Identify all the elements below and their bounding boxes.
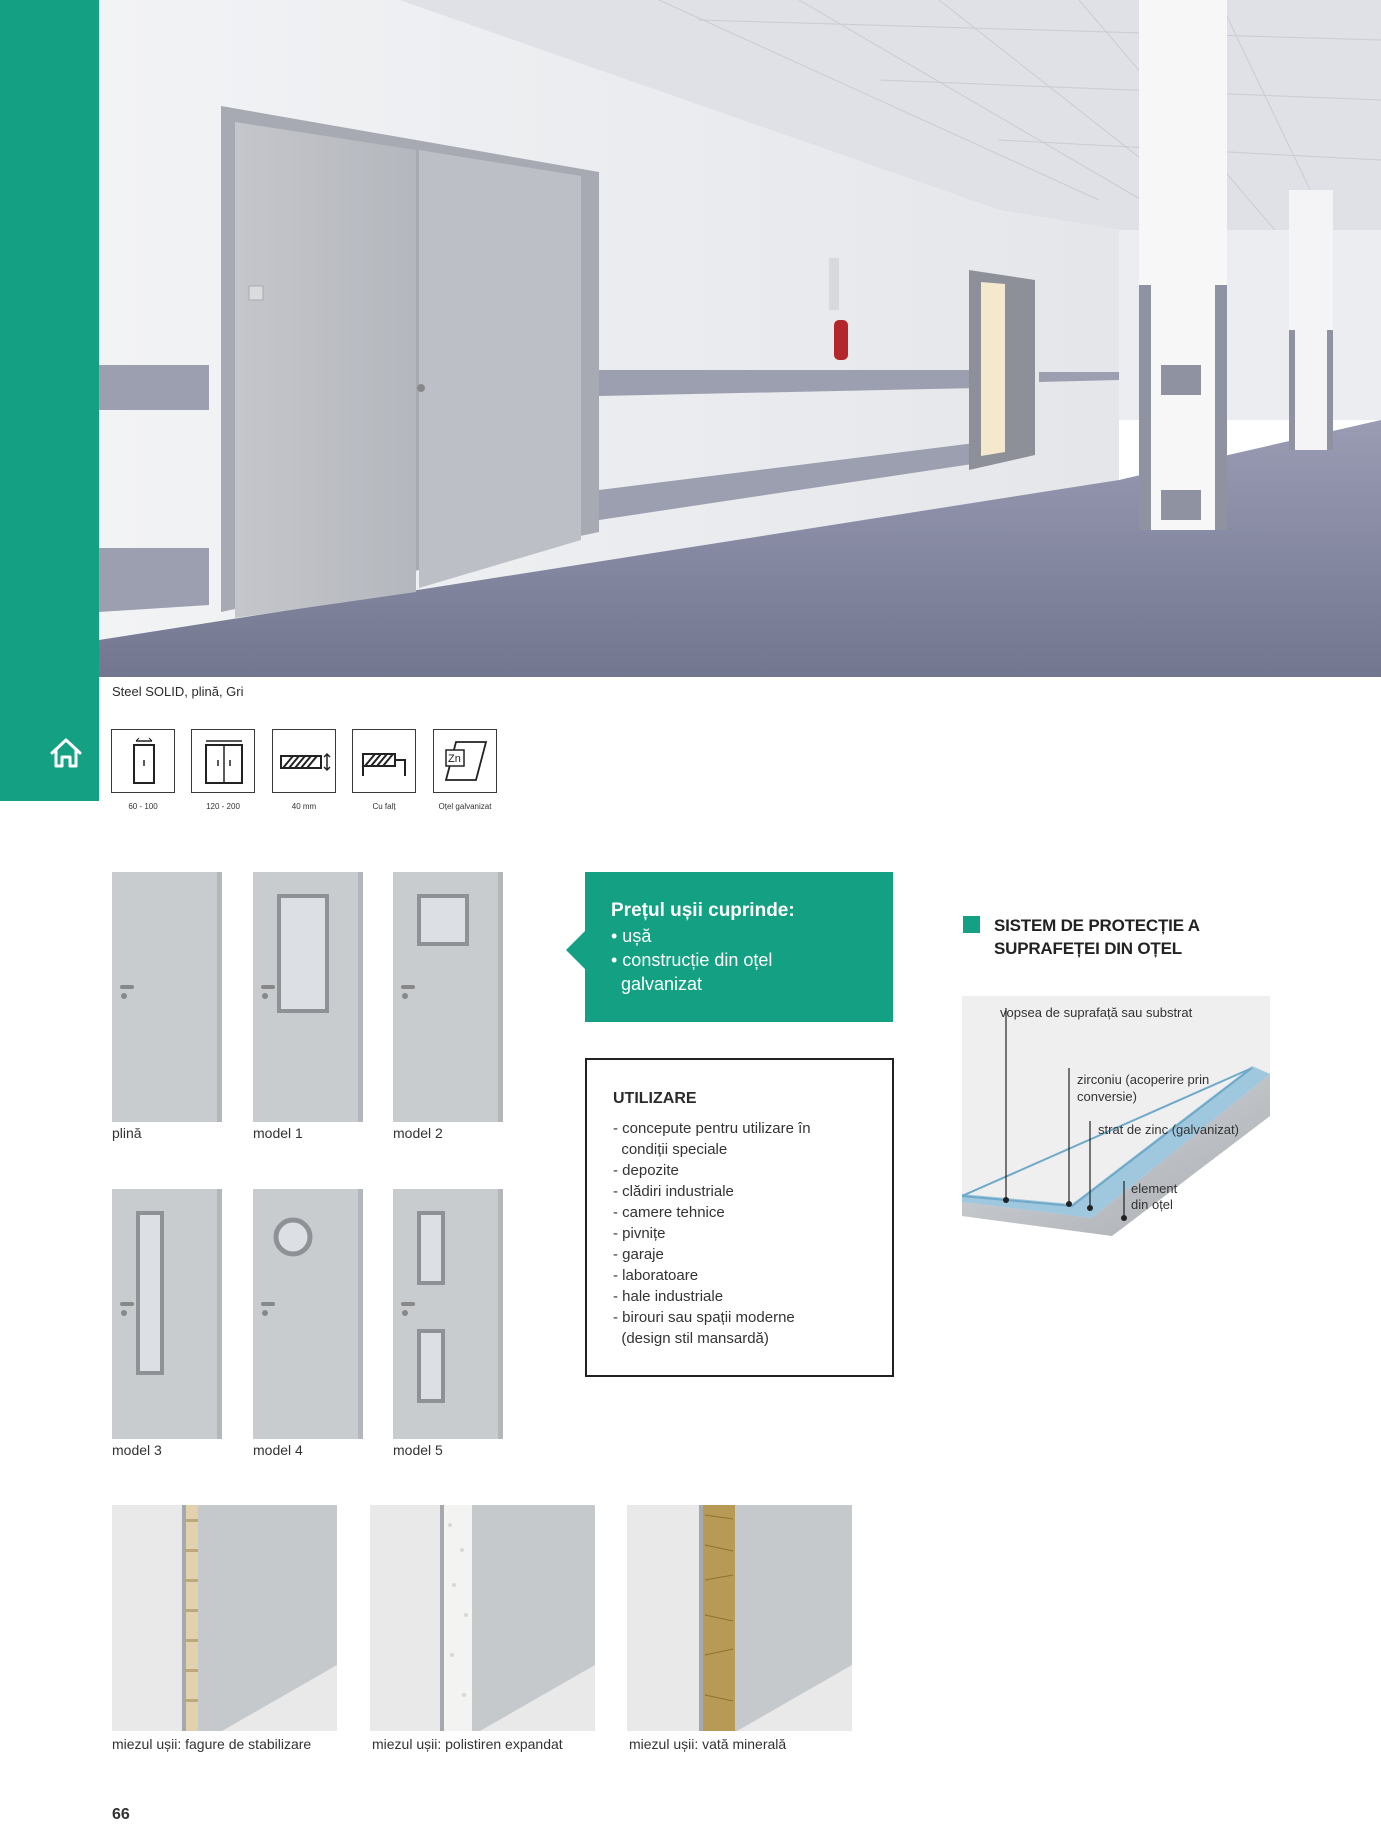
usage-item: - depozite — [613, 1162, 679, 1179]
door-label: model 4 — [253, 1442, 303, 1458]
single-door-width-icon — [111, 729, 175, 793]
thickness-icon — [272, 729, 336, 793]
door-model-1 — [253, 872, 363, 1122]
door-label: model 2 — [393, 1125, 443, 1141]
feature-label: Cu falț — [372, 802, 396, 811]
price-title: Prețul ușii cuprinde: — [611, 900, 795, 921]
usage-item: - concepute pentru utilizare în — [613, 1120, 811, 1137]
usage-item: - garaje — [613, 1246, 664, 1263]
door-model-3 — [112, 1189, 222, 1439]
page-number: 66 — [112, 1806, 130, 1823]
usage-box — [585, 1058, 894, 1377]
feature-label: 60 - 100 — [128, 802, 158, 811]
core-mineral-wool — [627, 1505, 852, 1731]
usage-title: UTILIZARE — [613, 1090, 697, 1107]
usage-item: condiții speciale — [613, 1141, 728, 1158]
usage-item: - camere tehnice — [613, 1204, 725, 1221]
protection-title: SUPRAFEȚEI DIN OȚEL — [994, 939, 1182, 958]
home-icon[interactable] — [48, 736, 84, 770]
section-marker — [963, 916, 980, 933]
hero-photo — [99, 0, 1381, 677]
layer-label: conversie) — [1077, 1089, 1137, 1104]
core-label: miezul ușii: polistiren expandat — [372, 1736, 563, 1752]
side-strip — [0, 0, 99, 801]
door-label: plină — [112, 1125, 142, 1141]
usage-item: (design stil mansardă) — [613, 1330, 769, 1347]
layer-label: vopsea de suprafață sau substrat — [1000, 1005, 1193, 1020]
door-model-4 — [253, 1189, 363, 1439]
usage-item: - pivnițe — [613, 1225, 666, 1242]
door-label: model 1 — [253, 1125, 303, 1141]
double-door-width-icon — [191, 729, 255, 793]
hero-caption: Steel SOLID, plină, Gri — [112, 684, 244, 699]
usage-item: - clădiri industriale — [613, 1183, 734, 1200]
protection-title: SISTEM DE PROTECȚIE A — [994, 916, 1200, 935]
layer-label: element — [1131, 1181, 1178, 1196]
galvanized-steel-icon — [433, 729, 497, 793]
core-label: miezul ușii: fagure de stabilizare — [112, 1736, 312, 1752]
core-honeycomb — [112, 1505, 337, 1731]
price-box-pointer — [566, 930, 586, 970]
feature-label: Oțel galvanizat — [438, 802, 492, 811]
door-model-5 — [393, 1189, 503, 1439]
core-label: miezul ușii: vată minerală — [629, 1736, 787, 1752]
door-model-2 — [393, 872, 503, 1122]
usage-item: - laboratoare — [613, 1267, 699, 1284]
rebate-icon — [352, 729, 416, 793]
price-item: • ușă — [611, 926, 652, 946]
door-plina — [112, 872, 222, 1122]
core-polystyrene — [370, 1505, 595, 1731]
door-label: model 5 — [393, 1442, 443, 1458]
price-item: • construcție din oțel — [611, 950, 773, 970]
usage-item: - hale industriale — [613, 1288, 724, 1305]
layer-label: strat de zinc (galvanizat) — [1098, 1122, 1239, 1137]
layer-label: zirconiu (acoperire prin — [1077, 1072, 1210, 1087]
svg-text:Zn: Zn — [448, 753, 461, 765]
feature-label: 120 - 200 — [206, 802, 240, 811]
door-label: model 3 — [112, 1442, 162, 1458]
usage-item: - birouri sau spații moderne — [613, 1309, 795, 1326]
price-box — [585, 872, 893, 1022]
feature-label: 40 mm — [291, 802, 317, 811]
price-item: galvanizat — [611, 974, 703, 994]
layer-label: din oțel — [1131, 1197, 1173, 1212]
